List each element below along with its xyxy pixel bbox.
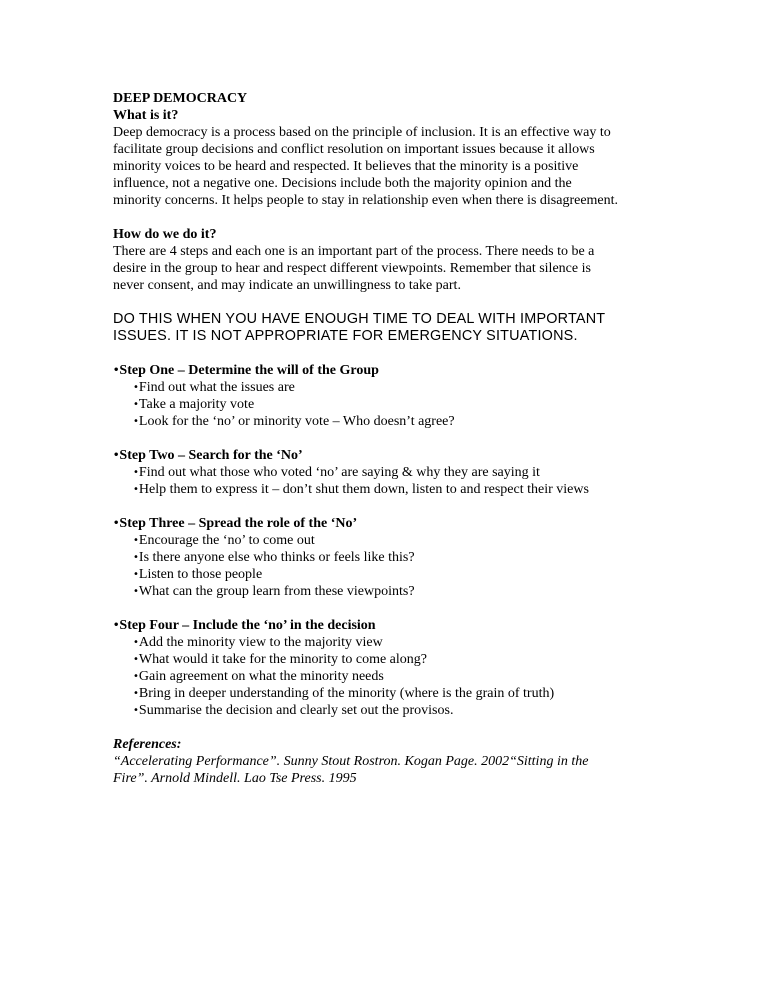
bullet-icon: • xyxy=(133,705,139,716)
bullet-icon: • xyxy=(133,654,139,665)
bullet-icon: • xyxy=(133,467,139,478)
bullet-icon: • xyxy=(133,484,139,495)
bullet-icon: • xyxy=(133,535,139,546)
bullet-icon: • xyxy=(133,688,139,699)
notice-line: ISSUES. IT IS NOT APPROPRIATE FOR EMERGENCY SITUATIONS. xyxy=(113,328,578,344)
paragraph-line: There are 4 steps and each one is an important part of the process. There needs to be a xyxy=(113,244,595,259)
list-item: •Listen to those people xyxy=(133,567,263,582)
list-item: •Bring in deeper understanding of the minority (where is the grain of truth) xyxy=(133,686,555,701)
reference-line: “Accelerating Performance”. Sunny Stout Rostron. Kogan Page. 2002“Sitting in the xyxy=(113,754,589,769)
paragraph-line: facilitate group decisions and conflict resolution on important issues because it allows xyxy=(113,142,595,157)
references-section xyxy=(113,736,653,787)
what-heading: What is it? xyxy=(113,108,179,123)
what-paragraph xyxy=(113,124,653,209)
bullet-icon: • xyxy=(113,365,120,376)
list-item: •Find out what those who voted ‘no’ are saying & why they are saying it xyxy=(133,465,540,480)
paragraph-line: desire in the group to hear and respect different viewpoints. Remember that silence is xyxy=(113,261,591,276)
step-title: Step One – Determine the will of the Group xyxy=(119,363,379,378)
list-item: •Find out what the issues are xyxy=(133,380,295,395)
list-item: •Add the minority view to the majority view xyxy=(133,635,383,650)
bullet-icon: • xyxy=(133,671,139,682)
list-item: •Is there anyone else who thinks or feels like this? xyxy=(133,550,415,565)
step-three xyxy=(113,515,653,600)
bullet-icon: • xyxy=(113,518,120,529)
list-item: •Encourage the ‘no’ to come out xyxy=(133,533,315,548)
bullet-icon: • xyxy=(133,399,139,410)
paragraph-line: minority concerns. It helps people to stay in relationship even when there is disagreement. xyxy=(113,193,619,208)
list-item: •Gain agreement on what the minority needs xyxy=(133,669,384,684)
paragraph-line: never consent, and may indicate an unwillingness to take part. xyxy=(113,278,461,293)
step-one xyxy=(113,362,653,430)
bullet-icon: • xyxy=(133,637,139,648)
step-title: Step Three – Spread the role of the ‘No’ xyxy=(119,516,358,531)
paragraph-line: Deep democracy is a process based on the principle of inclusion. It is an effective way to xyxy=(113,125,611,140)
bullet-icon: • xyxy=(133,586,139,597)
list-item: •What would it take for the minority to come along? xyxy=(133,652,427,667)
bullet-icon: • xyxy=(133,552,139,563)
references-heading: References: xyxy=(113,737,182,752)
step-two xyxy=(113,447,653,498)
reference-line: Fire”. Arnold Mindell. Lao Tse Press. 1995 xyxy=(113,771,357,786)
step-title: Step Two – Search for the ‘No’ xyxy=(119,448,303,463)
step-title: Step Four – Include the ‘no’ in the decision xyxy=(119,618,376,633)
bullet-icon: • xyxy=(113,620,120,631)
document-title: DEEP DEMOCRACY xyxy=(113,91,248,106)
bullet-icon: • xyxy=(113,450,120,461)
list-item: •Look for the ‘no’ or minority vote – Who doesn’t agree? xyxy=(133,414,455,429)
list-item: •Summarise the decision and clearly set out the provisos. xyxy=(133,703,454,718)
document-content xyxy=(113,90,653,787)
bullet-icon: • xyxy=(133,569,139,580)
notice-block xyxy=(113,311,653,345)
how-heading: How do we do it? xyxy=(113,227,217,242)
how-paragraph xyxy=(113,243,653,294)
paragraph-line: influence, not a negative one. Decisions include both the majority opinion and the xyxy=(113,176,572,191)
list-item: •What can the group learn from these viewpoints? xyxy=(133,584,415,599)
bullet-icon: • xyxy=(133,382,139,393)
notice-line: DO THIS WHEN YOU HAVE ENOUGH TIME TO DEAL WITH IMPORTANT xyxy=(113,311,606,327)
list-item: •Take a majority vote xyxy=(133,397,255,412)
list-item: •Help them to express it – don’t shut them down, listen to and respect their views xyxy=(133,482,589,497)
paragraph-line: minority voices to be heard and respected. It believes that the minority is a positive xyxy=(113,159,579,174)
step-four xyxy=(113,617,653,719)
bullet-icon: • xyxy=(133,416,139,427)
